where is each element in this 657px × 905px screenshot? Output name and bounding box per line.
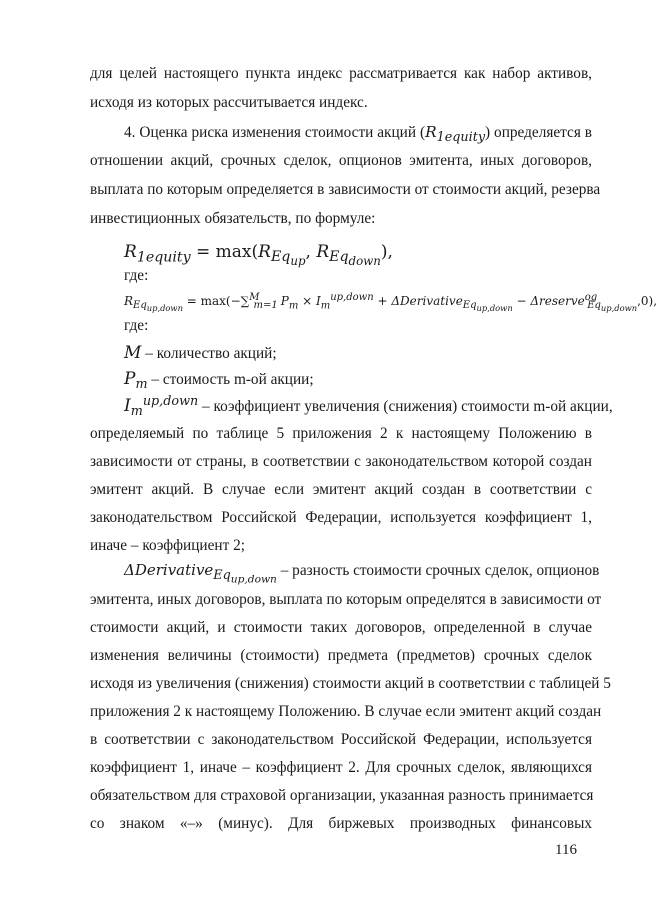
text-fragment: 4. Оценка риска изменения стоимости акций ( xyxy=(124,124,426,141)
math-superscript: og xyxy=(584,292,598,303)
page-number: 116 xyxy=(555,842,577,858)
math-subsubscript: down xyxy=(348,254,381,269)
math-subscript xyxy=(587,300,638,314)
paragraph-line: определяемый по таблице 5 приложения 2 к настоящему Положению в xyxy=(90,425,592,442)
math-subscript: m xyxy=(130,404,143,420)
paragraph-line: где: xyxy=(124,267,149,284)
math-subscript xyxy=(133,300,183,314)
math-subscript xyxy=(270,249,306,269)
math-symbol: R xyxy=(258,242,271,262)
paragraph-line: выплата по которым определяется в зависимости от стоимости акций, резерва xyxy=(90,181,601,198)
math-subscript-text: Eq xyxy=(213,568,231,584)
paragraph-line: где: xyxy=(124,317,149,334)
definition-text: – количество акций; xyxy=(145,345,277,362)
math-symbol: Δreserve xyxy=(530,294,585,308)
math-subsubscript: up,down xyxy=(230,572,277,586)
formula-req-updown xyxy=(90,290,657,314)
math-operator: , xyxy=(305,242,317,262)
math-symbol: R xyxy=(124,294,134,308)
math-subscript-text: Eq xyxy=(329,249,349,266)
paragraph-line: в соответствии с законодательством Российской Федерации, используется xyxy=(90,731,592,748)
definition-text: – коэффициент увеличения (снижения) стоимости m-ой акции, xyxy=(202,398,613,415)
definition-i xyxy=(90,393,613,420)
math-symbol: R xyxy=(425,123,437,141)
sum-symbol: ∑ xyxy=(240,294,250,308)
paragraph-line: приложения 2 к настоящему Положению. В случае если эмитент акций создан xyxy=(90,703,602,720)
math-symbol: I xyxy=(124,396,131,416)
math-subscript xyxy=(213,568,277,586)
math-subscript-text: Eq xyxy=(133,300,147,312)
paragraph-line: исходя из которых рассчитывается индекс. xyxy=(90,94,368,111)
formula-r1equity xyxy=(90,238,592,269)
paragraph-line: эмитент акций. В случае если эмитент акций создан в соответствии с xyxy=(90,481,592,498)
definition-p xyxy=(90,369,592,393)
math-subsubscript: up xyxy=(290,254,306,269)
math-symbol: I xyxy=(315,294,321,308)
math-subscript xyxy=(329,249,381,269)
math-symbol: P xyxy=(124,369,136,389)
paragraph-line: коэффициент 1, иначе – коэффициент 2. Для срочных сделок, являющихся xyxy=(90,759,592,776)
math-subsubscript: up,down xyxy=(600,303,638,314)
math-operator: ), xyxy=(380,242,393,262)
math-subscript-text: Eq xyxy=(587,300,601,312)
math-subscript-text: Eq xyxy=(462,300,477,312)
math-operator: = max( xyxy=(190,242,259,262)
math-symbol: M xyxy=(124,343,142,363)
paragraph-line: иначе – коэффициент 2; xyxy=(90,537,245,554)
math-superscript: up,down xyxy=(142,393,199,409)
math-symbol: ΔDerivative xyxy=(124,561,214,579)
math-operator: = max(− xyxy=(182,294,241,308)
math-subscript xyxy=(462,300,513,314)
math-subscript: 1equity xyxy=(436,130,486,146)
paragraph-line: со знаком «–» (минус). Для биржевых производных финансовых xyxy=(90,815,592,832)
definition-text: – стоимость m-ой акции; xyxy=(151,371,314,388)
text-fragment: ) определяется в xyxy=(485,124,592,141)
math-symbol: ΔDerivative xyxy=(391,294,463,308)
math-operator: − xyxy=(512,294,531,308)
math-superscript: up,down xyxy=(330,292,374,303)
paragraph-line: эмитента, иных договоров, выплата по которым определятся в зависимости от xyxy=(90,591,602,608)
paragraph-line: законодательством Российской Федерации, используется коэффициент 1, xyxy=(90,509,592,526)
math-subsubscript: up,down xyxy=(146,303,183,314)
math-symbol: R xyxy=(124,242,137,262)
math-operator: + xyxy=(373,294,392,308)
paragraph-line: изменения величины (стоимости) предмета (предметов) срочных сделок xyxy=(90,647,592,664)
math-subscript: m xyxy=(320,300,331,312)
paragraph-line: стоимости акций, и стоимости таких договоров, определенной в случае xyxy=(90,619,592,636)
math-subscript: m xyxy=(288,300,299,312)
math-subsubscript: up,down xyxy=(476,303,513,314)
math-subscript: m=1 xyxy=(253,300,278,312)
definition-text: – разность стоимости срочных сделок, опционов xyxy=(280,562,600,579)
paragraph-line: инвестиционных обязательств, по формуле: xyxy=(90,210,376,227)
paragraph-line: обязательством для страховой организации, указанная разность принимается xyxy=(90,787,594,804)
math-subscript: m xyxy=(135,377,148,393)
math-symbol: R xyxy=(316,242,330,262)
math-superscript: M xyxy=(249,292,260,303)
math-subscript-text: Eq xyxy=(270,249,291,266)
paragraph-line: отношении акций, срочных сделок, опционов эмитента, иных договоров, xyxy=(90,152,592,169)
paragraph-line xyxy=(90,122,592,146)
math-symbol: P xyxy=(280,294,289,308)
paragraph-line: исходя из увеличения (снижения) стоимости акций в соответствии с таблицей 5 xyxy=(90,675,611,692)
paragraph-line: для целей настоящего пункта индекс рассматривается как набор активов, xyxy=(90,65,592,82)
math-subscript: 1equity xyxy=(136,249,191,266)
definition-m xyxy=(90,343,592,363)
math-operator: × xyxy=(298,294,316,308)
definition-derivative xyxy=(90,560,600,586)
math-operator: ,0), xyxy=(637,294,657,308)
paragraph-line: зависимости от страны, в соответствии с законодательством которой создан xyxy=(90,453,592,470)
